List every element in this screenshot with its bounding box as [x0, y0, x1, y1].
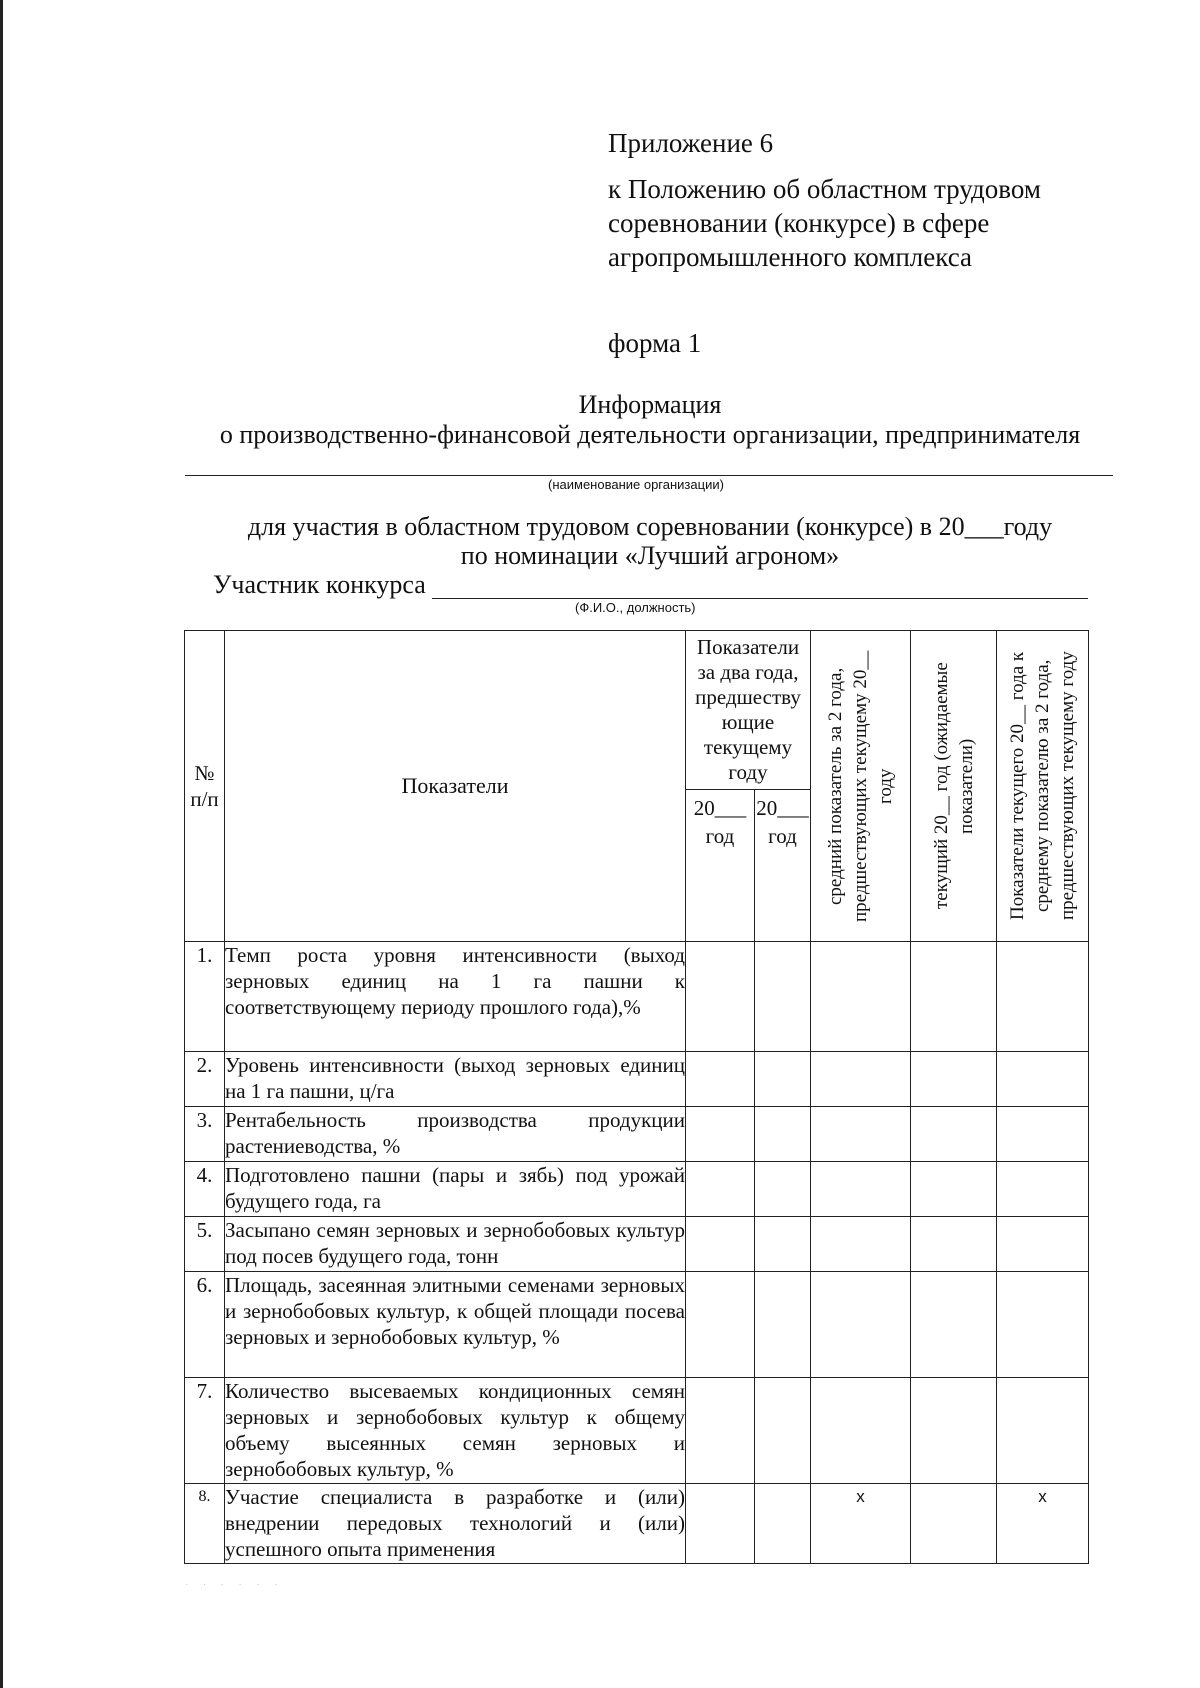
header-two-years: Показатели за два года, предшеству ющие текущему году	[686, 631, 811, 790]
cell-year-1	[686, 942, 755, 1052]
participant-line	[432, 598, 1088, 599]
row-num: 1.	[185, 942, 225, 1052]
table-row	[185, 1107, 1089, 1162]
cell-year-1	[686, 1484, 755, 1564]
cell-avg	[811, 1162, 911, 1217]
cell-current	[911, 1378, 997, 1484]
scan-noise: · · · · · ·	[185, 1580, 284, 1591]
row-num: 2.	[185, 1052, 225, 1107]
cell-ratio	[997, 942, 1089, 1052]
cell-current	[911, 1162, 997, 1217]
cell-year-1	[686, 1217, 755, 1272]
cell-year-2	[755, 1162, 811, 1217]
table-row	[185, 1052, 1089, 1107]
cell-year-1	[686, 1162, 755, 1217]
header-year-1: 20___ год	[686, 790, 755, 942]
doc-title-line-1: Информация	[578, 390, 722, 419]
cell-year-1	[686, 1052, 755, 1107]
row-indicator: Рентабельность производства продукции растениеводства, %	[225, 1107, 686, 1162]
cell-avg	[811, 942, 911, 1052]
cell-ratio	[997, 1272, 1089, 1378]
cell-ratio	[997, 1162, 1089, 1217]
org-name-caption: (наименование организации)	[548, 477, 724, 492]
cell-ratio	[997, 1217, 1089, 1272]
participant-label: Участник конкурса	[213, 570, 426, 599]
row-num: 8.	[185, 1484, 225, 1564]
cell-current	[911, 1107, 997, 1162]
cell-year-1	[686, 1378, 755, 1484]
row-num: 5.	[185, 1217, 225, 1272]
cell-current	[911, 942, 997, 1052]
cell-year-2	[755, 1217, 811, 1272]
cell-ratio	[997, 1378, 1089, 1484]
cell-avg	[811, 1217, 911, 1272]
row-num: 4.	[185, 1162, 225, 1217]
row-indicator: Количество высеваемых кондиционных семян зерновых и зернобобовых культур к общему объему высеянных семян зерновых и зернобобовых культур, %	[225, 1378, 686, 1484]
participant-caption: (Ф.И.О., должность)	[575, 600, 696, 615]
cell-avg	[811, 1272, 911, 1378]
header-num: № п/п	[185, 631, 225, 942]
row-num: 7.	[185, 1378, 225, 1484]
header-ratio: Показатели текущего 20__ года к среднему показателю за 2 года, предшествующих текущему году	[997, 631, 1089, 942]
cell-avg	[811, 1052, 911, 1107]
cell-avg	[811, 1378, 911, 1484]
table-row	[185, 1272, 1089, 1378]
indicators-table	[184, 630, 1089, 1564]
table-row	[185, 1217, 1089, 1272]
doc-title-line-2: о производственно-финансовой деятельности организации, предпринимателя	[219, 420, 1081, 449]
subtitle-line-2: соревновании (конкурсе) в сфере	[608, 208, 990, 238]
org-name-line	[185, 475, 1113, 476]
cell-current	[911, 1272, 997, 1378]
header-year-2: 20___ год	[755, 790, 811, 942]
purpose-line-1: для участия в областном трудовом соревновании (конкурсе) в 20___году	[247, 512, 1053, 541]
cell-avg	[811, 1107, 911, 1162]
cell-ratio	[997, 1107, 1089, 1162]
cell-ratio: x	[997, 1484, 1089, 1564]
subtitle-line-3: агропромышленного комплекса	[608, 242, 972, 272]
cell-year-1	[686, 1272, 755, 1378]
row-indicator: Подготовлено пашни (пары и зябь) под урожай будущего года, га	[225, 1162, 686, 1217]
cell-ratio	[997, 1052, 1089, 1107]
header-indicator: Показатели	[225, 631, 686, 942]
subtitle-line-1: к Положению об областном трудовом	[608, 174, 1041, 204]
cell-year-2	[755, 1107, 811, 1162]
row-indicator: Темп роста уровня интенсивности (выход зерновых единиц на 1 га пашни к соответствующему периоду прошлого года),%	[225, 942, 686, 1052]
header-avg: средний показатель за 2 года, предшествующих текущему 20__ году	[811, 631, 911, 942]
document-header	[608, 126, 1041, 274]
cell-year-1	[686, 1107, 755, 1162]
table-row	[185, 1162, 1089, 1217]
cell-current	[911, 1484, 997, 1564]
form-label: форма 1	[608, 328, 702, 358]
cell-year-2	[755, 1378, 811, 1484]
appendix-title: Приложение 6	[608, 128, 774, 158]
row-indicator: Уровень интенсивности (выход зерновых единиц на 1 га пашни, ц/га	[225, 1052, 686, 1107]
cell-year-2	[755, 1052, 811, 1107]
table-row	[185, 1484, 1089, 1564]
row-indicator: Засыпано семян зерновых и зернобобовых культур под посев будущего года, тонн	[225, 1217, 686, 1272]
row-indicator: Площадь, засеянная элитными семенами зерновых и зернобобовых культур, к общей площади посева зерновых и зернобобовых культур, %	[225, 1272, 686, 1378]
scan-edge	[0, 0, 3, 1688]
cell-year-2	[755, 1272, 811, 1378]
cell-current	[911, 1052, 997, 1107]
purpose-line-2: по номинации «Лучший агроном»	[460, 541, 840, 570]
cell-year-2	[755, 1484, 811, 1564]
cell-year-2	[755, 942, 811, 1052]
cell-avg: x	[811, 1484, 911, 1564]
row-indicator: Участие специалиста в разработке и (или) внедрении передовых технологий и (или) успешного опыта применения	[225, 1484, 686, 1564]
table-row	[185, 942, 1089, 1052]
row-num: 3.	[185, 1107, 225, 1162]
header-current: текущий 20__ год (ожидаемые показатели)	[911, 631, 997, 942]
table-row	[185, 1378, 1089, 1484]
cell-current	[911, 1217, 997, 1272]
row-num: 6.	[185, 1272, 225, 1378]
